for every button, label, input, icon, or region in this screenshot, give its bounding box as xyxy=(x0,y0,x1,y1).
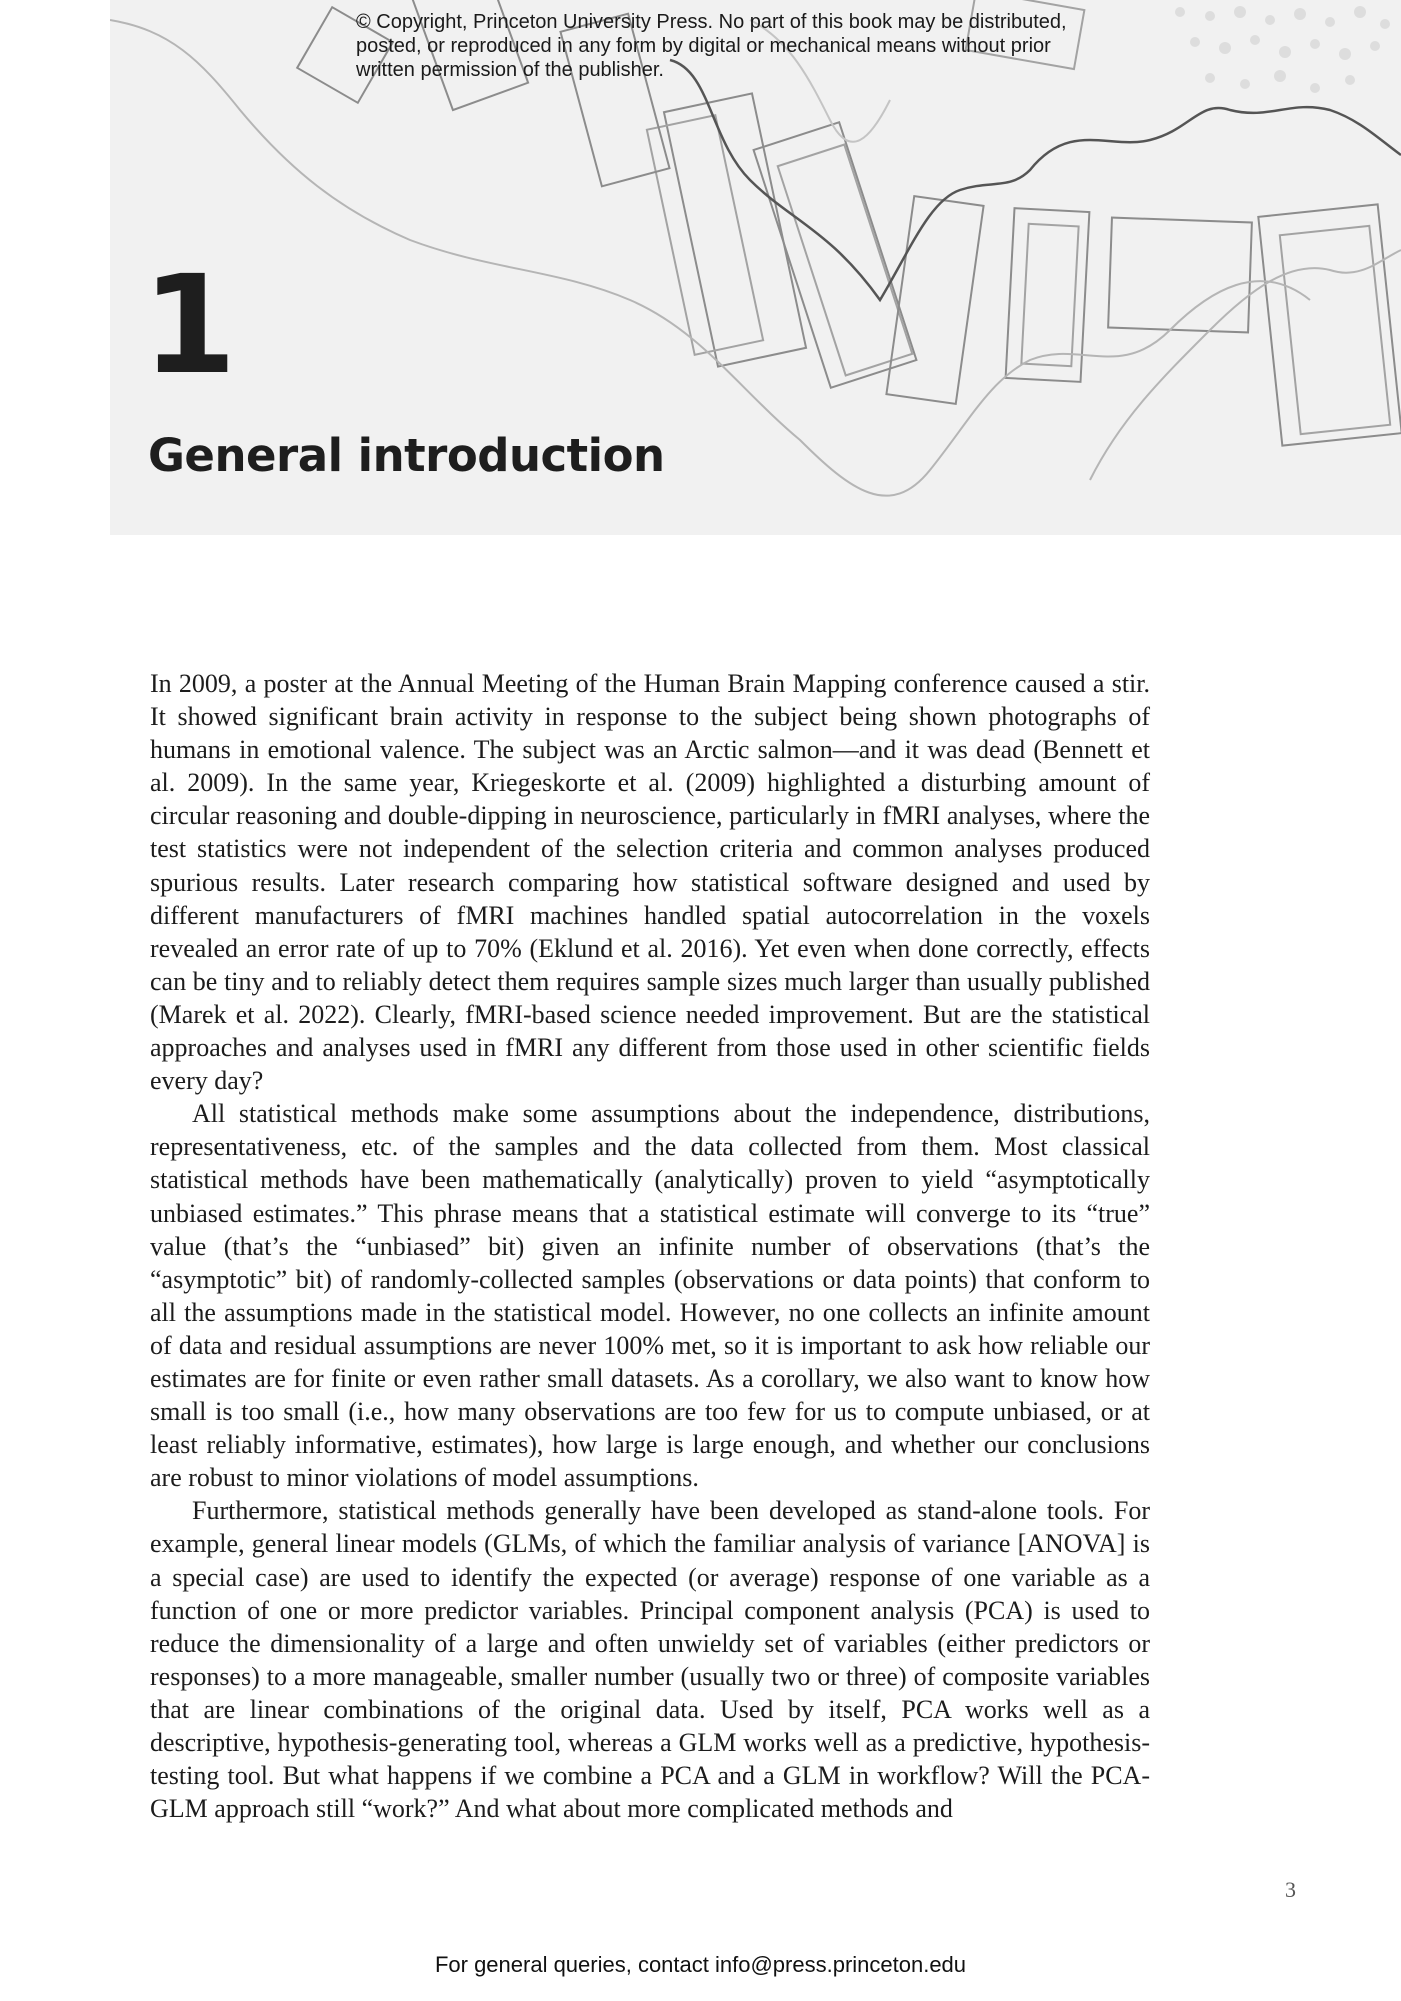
chapter-title: General introduction xyxy=(148,429,665,482)
body-paragraph: In 2009, a poster at the Annual Meeting of the Human Brain Mapping conference caused a stir. It showed significant brain activity in response to the subject being shown photographs of humans in emotional valence. The subject was an Arctic salmon—and it was dead (Bennett et al. 2009). In the same year, Kriegeskorte et al. (2009) highlighted a disturbing amount of circular reasoning and double-dipping in neuroscience, particularly in fMRI analyses, where the test statistics were not independent of the selection criteria and common analyses produced spurious results. Later research comparing how statistical software designed and used by different manufacturers of fMRI machines handled spatial autocorrelation in the voxels revealed an error rate of up to 70% (Eklund et al. 2016). Yet even when done correctly, effects can be tiny and to reliably detect them requires sample sizes much larger than usually published (Marek et al. 2022). Clearly, fMRI-based science needed improvement. But are the statistical approaches and analyses used in fMRI any different from those used in other scientific fields every day? xyxy=(150,669,1150,1096)
copyright-notice: © Copyright, Princeton University Press. No part of this book may be distributed, posted, or reproduced in any form by digital or mechanical means without prior written permission of the publisher. xyxy=(356,11,1067,81)
body-paragraph: All statistical methods make some assumptions about the independence, distributions, representativeness, etc. of the samples and the data collected from them. Most classical statistical methods have been mathematically (analytically) proven to yield “asymptotically unbiased estimates.” This phrase means that a statistical estimate will converge to its “true” value (that’s the “unbiased” bit) given an infinite number of observations (that’s the “asymptotic” bit) of randomly-collected samples (observations or data points) that conform to all the assumptions made in the statistical model. However, no one collects an infinite amount of data and residual assumptions are never 100% met, so it is important to ask how reliable our estimates are for finite or even rather small datasets. As a corollary, we also want to know how small is too small (i.e., how many observations are too few for us to compute unbiased, or at least reliably informative, estimates), how large is large enough, and whether our conclusions are robust to minor violations of model assumptions. xyxy=(150,1099,1150,1493)
chapter-number: 1 xyxy=(142,247,237,405)
body-paragraph: Furthermore, statistical methods generally have been developed as stand-alone tools. For example, general linear models (GLMs, of which the familiar analysis of variance [ANOVA] is a special case) are used to identify the expected (or average) response of one variable as a function of one or more predictor variables. Principal component analysis (PCA) is used to reduce the dimensionality of a large and often unwieldy set of variables (either predictors or responses) to a more manageable, smaller number (usually two or three) of composite variables that are linear combinations of the original data. Used by itself, PCA works well as a descriptive, hypothesis-generating tool, whereas a GLM works well as a predictive, hypothesis-testing tool. But what happens if we combine a PCA and a GLM in workflow? Will the PCA-GLM approach still “work?” And what about more complicated methods and xyxy=(150,1496,1150,1824)
footer-contact: For general queries, contact info@press.princeton.edu xyxy=(434,1952,967,1977)
chapter-body xyxy=(150,667,1150,1825)
page-number: 3 xyxy=(1285,1877,1296,1902)
